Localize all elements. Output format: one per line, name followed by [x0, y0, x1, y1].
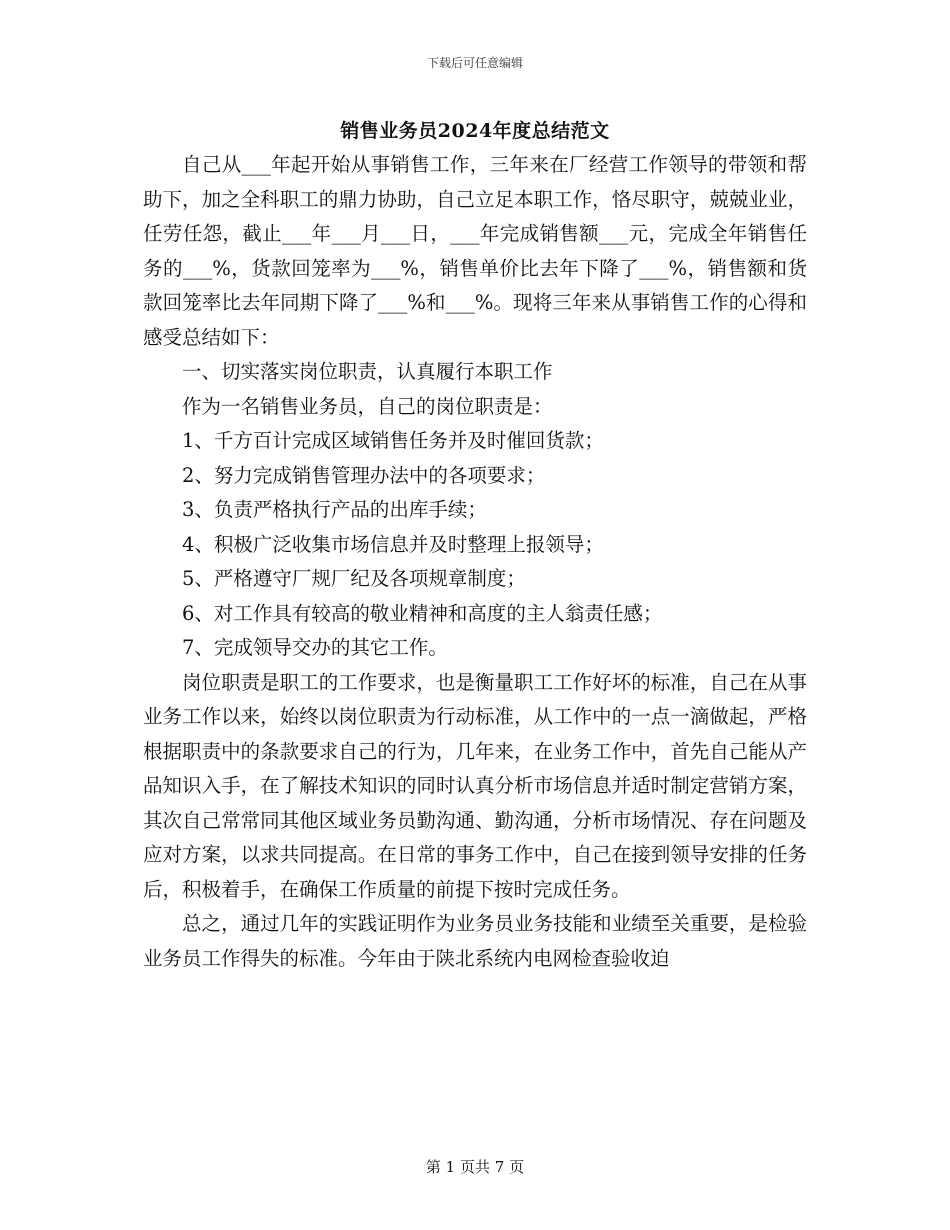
- list-item: 6、对工作具有较高的敬业精神和高度的主人翁责任感；: [182, 601, 663, 625]
- paragraph-duties-detail: 岗位职责是职工的工作要求，也是衡量职工工作好坏的标准，自己在从事业务工作以来，始终以岗位职责为行动标准，从工作中的一点一滴做起，严格根据职责中的条款要求自己的行为，几年来，在业务工作中，首先自己能从产品知识入手，在了解技术知识的同时认真分析市场信息并适时制定营销方案，其次自己常常同其他区域业务员勤沟通、勤沟通，分析市场情况、存在问题及应对方案，以求共同提高。在日常的事务工作中，自己在接到领导安排的任务后，积极着手，在确保工作质量的前提下按时完成任务。: [143, 670, 807, 901]
- list-item: 1、千方百计完成区域销售任务并及时催回货款；: [182, 429, 604, 452]
- document-body: [143, 148, 807, 976]
- list-item: 3、负责严格执行产品的出库手续；: [182, 498, 487, 521]
- page-number: 第 1 页共 7 页: [425, 1158, 525, 1176]
- list-item: 2、努力完成销售管理办法中的各项要求；: [182, 463, 546, 487]
- list-item: 4、积极广泛收集市场信息并及时整理上报领导；: [182, 532, 604, 556]
- list-item: 7、完成领导交办的其它工作。: [182, 636, 448, 659]
- document-title: 销售业务员2024年度总结范文: [340, 120, 610, 142]
- paragraph-summary: 总之，通过几年的实践证明作为业务员业务技能和业绩至关重要，是检验业务员工作得失的标准。今年由于陕北系统内电网检查验收迫: [143, 912, 807, 970]
- list-item: 5、严格遵守厂规厂纪及各项规章制度；: [182, 567, 526, 590]
- page-header: 下载后可任意编辑: [426, 56, 523, 70]
- paragraph-duties-intro: 作为一名销售业务员，自己的岗位职责是：: [182, 394, 553, 418]
- paragraph-intro: 自己从___年起开始从事销售工作，三年来在厂经营工作领导的带领和帮助下，加之全科职工的鼎力协助，自己立足本职工作，恪尽职守，兢兢业业，任劳任怨，截止___年___月___日，___年完成销售额___元，完成全年销售任务的___%，货款回笼率为___%，销售单价比去年下降了___%，销售额和货款回笼率比去年同期下降了___%和___%。现将三年来从事销售工作的心得和感受总结如下：: [143, 153, 807, 349]
- section-heading: 一、切实落实岗位职责，认真履行本职工作: [182, 360, 553, 383]
